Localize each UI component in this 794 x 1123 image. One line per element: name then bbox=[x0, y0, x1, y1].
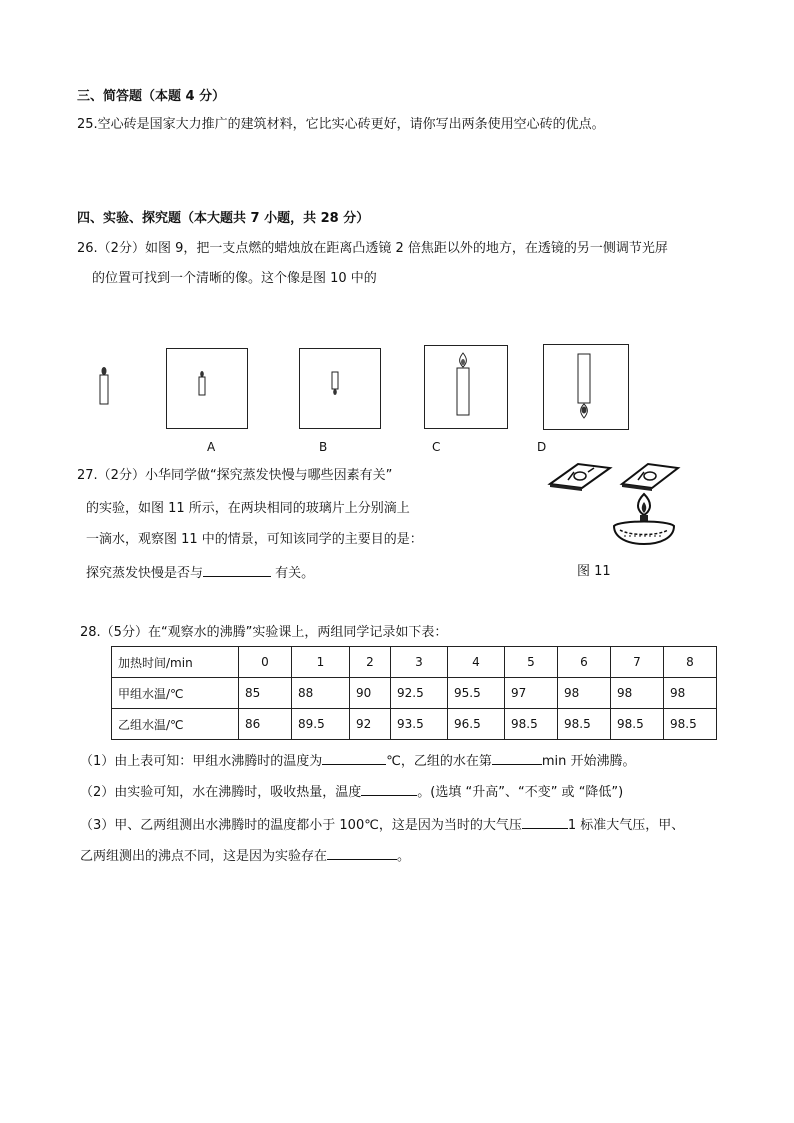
option-c-label: C bbox=[432, 440, 441, 454]
table-cell: 8 bbox=[664, 647, 717, 678]
table-cell: 92.5 bbox=[391, 678, 448, 709]
boiling-data-table bbox=[111, 646, 717, 740]
question-28-pressure-blank[interactable] bbox=[522, 815, 568, 829]
table-cell: 96.5 bbox=[448, 709, 505, 740]
question-26-line2: 的位置可找到一个清晰的像。这个像是图 10 中的 bbox=[92, 271, 377, 286]
question-28-sub1-a: （1）由上表可知：甲组水沸腾时的温度为 bbox=[80, 754, 323, 769]
option-a-candle-upright-small bbox=[198, 371, 208, 397]
table-cell: 98.5 bbox=[558, 709, 611, 740]
section-4-heading: 四、实验、探究题（本大题共 7 小题，共 28 分） bbox=[77, 211, 370, 226]
option-a-label: A bbox=[207, 440, 216, 454]
figure-9-candle bbox=[98, 366, 112, 406]
table-cell: 95.5 bbox=[448, 678, 505, 709]
question-28-sub3-line2 bbox=[80, 846, 410, 866]
question-28-boiling-minute-blank[interactable] bbox=[492, 751, 542, 765]
table-cell: 86 bbox=[239, 709, 292, 740]
table-cell: 92 bbox=[350, 709, 391, 740]
figure-11-label: 图 11 bbox=[577, 564, 611, 579]
table-cell: 0 bbox=[239, 647, 292, 678]
question-28-sub2-b: 。(选填 “升高”、“不变” 或 “降低”) bbox=[417, 785, 624, 800]
option-c-candle-upright-large bbox=[453, 352, 473, 418]
table-cell: 6 bbox=[558, 647, 611, 678]
question-25-text: 25.空心砖是国家大力推广的建筑材料，它比实心砖更好，请你写出两条使用空心砖的优点。 bbox=[77, 117, 605, 132]
option-c-box[interactable] bbox=[424, 345, 508, 429]
option-d-box[interactable] bbox=[543, 344, 629, 430]
table-cell: 98 bbox=[558, 678, 611, 709]
table-cell: 98.5 bbox=[664, 709, 717, 740]
table-header-time: 加热时间/min bbox=[112, 647, 239, 678]
question-27-answer-blank[interactable] bbox=[203, 563, 271, 577]
figure-11-glass-plates bbox=[540, 460, 680, 550]
glass-plate-left bbox=[550, 464, 610, 491]
question-28-sub3-c: 乙两组测出的沸点不同，这是因为实验存在 bbox=[80, 849, 328, 864]
table-cell: 3 bbox=[391, 647, 448, 678]
question-28-temperature-change-blank[interactable] bbox=[361, 782, 417, 796]
table-cell: 88 bbox=[292, 678, 350, 709]
question-27-line4 bbox=[86, 563, 314, 583]
question-27-line1: 27.（2分）小华同学做“探究蒸发快慢与哪些因素有关” bbox=[77, 468, 393, 483]
table-cell: 2 bbox=[350, 647, 391, 678]
option-a-box[interactable] bbox=[166, 348, 248, 429]
question-27-line3: 一滴水，观察图 11 中的情景，可知该同学的主要目的是： bbox=[86, 532, 423, 547]
table-cell: 85 bbox=[239, 678, 292, 709]
option-d-label: D bbox=[537, 440, 547, 454]
table-cell: 98 bbox=[611, 678, 664, 709]
option-b-candle-inverted-small bbox=[331, 371, 341, 397]
table-cell: 89.5 bbox=[292, 709, 350, 740]
table-header-group-a: 甲组水温/℃ bbox=[112, 678, 239, 709]
table-row-group-a bbox=[112, 678, 717, 709]
option-d-candle-inverted-large bbox=[574, 353, 594, 421]
question-27-line2: 的实验，如图 11 所示，在两块相同的玻璃片上分别滴上 bbox=[86, 501, 410, 516]
table-cell: 90 bbox=[350, 678, 391, 709]
question-28-sub3-b: 1 标准大气压，甲、 bbox=[567, 818, 685, 833]
table-row-time bbox=[112, 647, 717, 678]
table-cell: 1 bbox=[292, 647, 350, 678]
alcohol-lamp-icon bbox=[614, 494, 674, 544]
section-3-heading: 三、简答题（本题 4 分） bbox=[77, 89, 226, 104]
question-28-boiling-temp-blank[interactable] bbox=[322, 751, 386, 765]
question-28-error-blank[interactable] bbox=[327, 846, 397, 860]
table-cell: 93.5 bbox=[391, 709, 448, 740]
table-cell: 7 bbox=[611, 647, 664, 678]
table-cell: 98 bbox=[664, 678, 717, 709]
table-cell: 98.5 bbox=[611, 709, 664, 740]
question-28-sub2 bbox=[80, 782, 623, 802]
question-28-sub1-c: min 开始沸腾。 bbox=[541, 754, 636, 769]
question-28-intro: 28.（5分）在“观察水的沸腾”实验课上，两组同学记录如下表： bbox=[80, 625, 448, 640]
option-b-box[interactable] bbox=[299, 348, 381, 429]
table-cell: 98.5 bbox=[505, 709, 558, 740]
question-28-sub1 bbox=[80, 751, 636, 771]
question-28-sub1-b: ℃，乙组的水在第 bbox=[386, 754, 492, 769]
glass-plate-right bbox=[622, 464, 678, 491]
option-b-label: B bbox=[319, 440, 328, 454]
table-cell: 4 bbox=[448, 647, 505, 678]
table-cell: 5 bbox=[505, 647, 558, 678]
question-27-line4-start: 探究蒸发快慢是否与 bbox=[86, 566, 204, 581]
question-28-sub3-a: （3）甲、乙两组测出水沸腾时的温度都小于 100℃，这是因为当时的大气压 bbox=[80, 818, 522, 833]
question-26-line1: 26.（2分）如图 9，把一支点燃的蜡烛放在距离凸透镜 2 倍焦距以外的地方，在透镜的另一侧调节光屏 bbox=[77, 241, 668, 256]
question-28-sub3-d: 。 bbox=[397, 849, 411, 864]
table-header-group-b: 乙组水温/℃ bbox=[112, 709, 239, 740]
question-27-line4-end: 有关。 bbox=[275, 566, 315, 581]
table-row-group-b bbox=[112, 709, 717, 740]
question-28-sub3-line1 bbox=[80, 815, 684, 835]
question-28-sub2-a: （2）由实验可知，水在沸腾时，吸收热量，温度 bbox=[80, 785, 362, 800]
table-cell: 97 bbox=[505, 678, 558, 709]
